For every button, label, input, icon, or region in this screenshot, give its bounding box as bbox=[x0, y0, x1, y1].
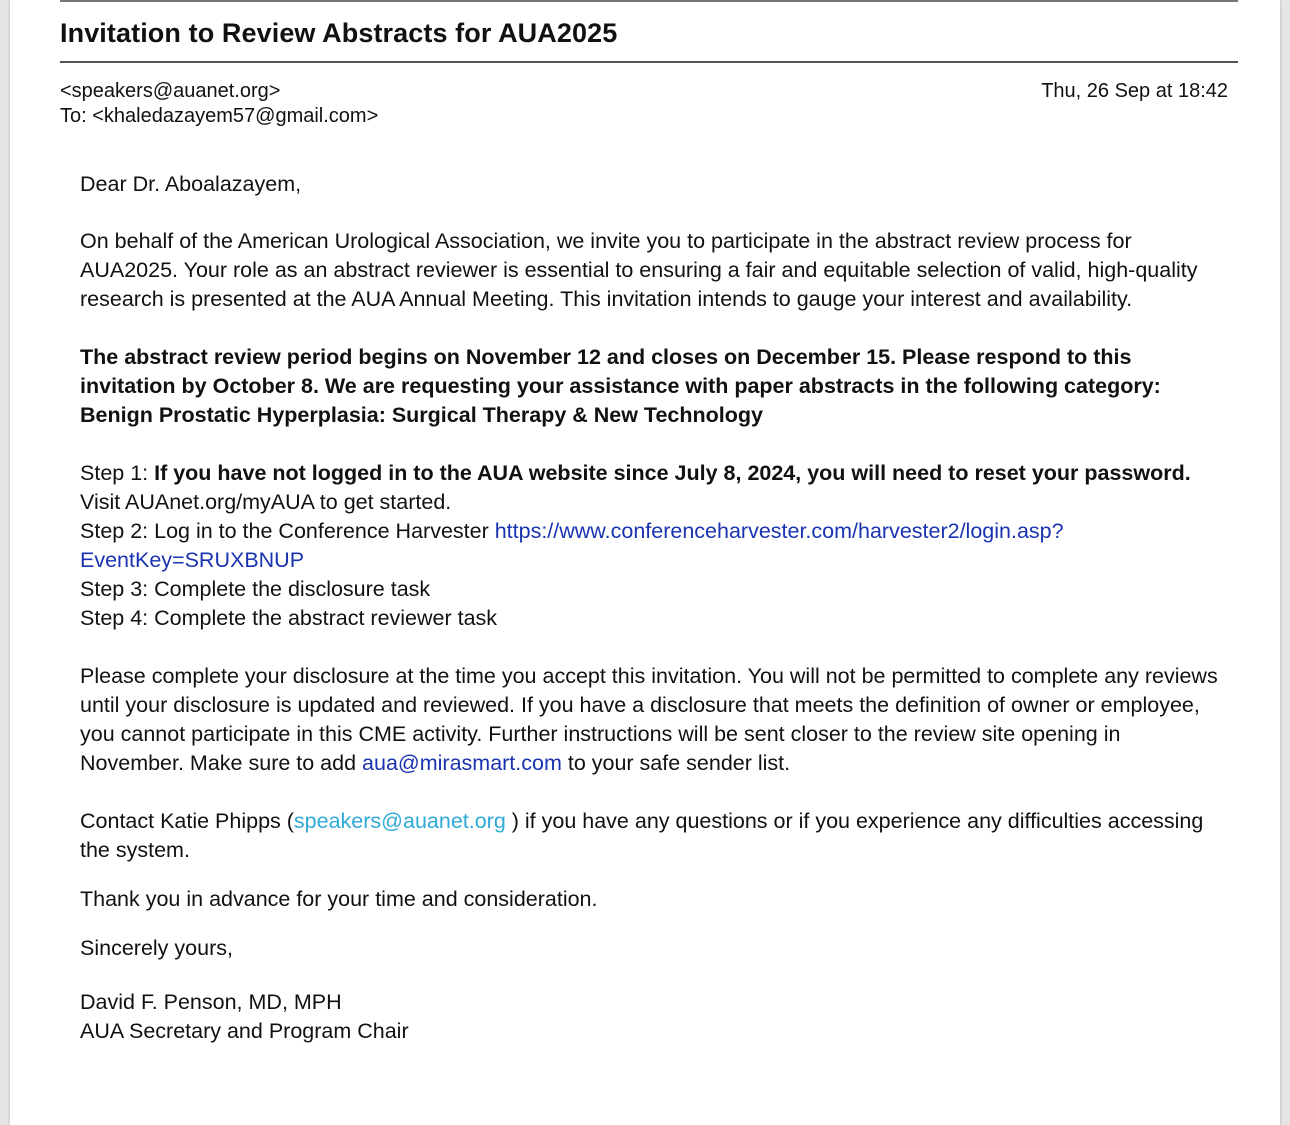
email-body bbox=[80, 170, 1220, 1046]
step-1: Step 1: If you have not logged in to the AUA website since July 8, 2024, you will need to reset your password. Visit AUAnet.org/myAUA to get started. bbox=[80, 461, 1191, 514]
step-2: Step 2: Log in to the Conference Harvester https://www.conferenceharvester.com/harvester2/login.asp?EventKey=SRUXBNUP bbox=[80, 519, 1064, 572]
thanks-line: Thank you in advance for your time and consideration. bbox=[80, 887, 598, 911]
closing-line: Sincerely yours, bbox=[80, 936, 233, 960]
greeting: Dear Dr. Aboalazayem, bbox=[80, 172, 302, 196]
speakers-email-link[interactable]: speakers@auanet.org bbox=[293, 809, 506, 833]
intro-paragraph: On behalf of the American Urological Association, we invite you to participate in the abstract review process for AUA2025. Your role as an abstract reviewer is essential to ensuring a fair and equitable selection of valid, high-quality research is presented at the AUA Annual Meeting. This invitation intends to gauge your interest and availability. bbox=[80, 229, 1198, 311]
sent-date: Thu, 26 Sep at 18:42 bbox=[1041, 80, 1228, 102]
review-period-paragraph: The abstract review period begins on November 12 and closes on December 15. Please respond to this invitation by October 8. We are requesting your assistance with paper abstracts in the following category: Benign Prostatic Hyperplasia: Surgical Therapy & New Technology bbox=[80, 345, 1161, 427]
contact-paragraph: Contact Katie Phipps (speakers@auanet.org ) if you have any questions or if you experience any difficulties accessing the system. bbox=[80, 809, 1204, 862]
disclosure-paragraph: Please complete your disclosure at the time you accept this invitation. You will not be permitted to complete any reviews until your disclosure is updated and reviewed. If you have a disclosure that meets the definition of owner or employee, you cannot participate in this CME activity. Further instructions will be sent closer to the review site opening in November. Make sure to add aua@mirasmart.com to your safe sender list. bbox=[80, 664, 1218, 775]
top-divider bbox=[60, 0, 1238, 2]
conference-harvester-link[interactable]: https://www.conferenceharvester.com/harvester2/login.asp?EventKey=SRUXBNUP bbox=[80, 519, 1064, 572]
recipient-line bbox=[60, 105, 378, 128]
steps-list bbox=[80, 459, 1220, 633]
mirasmart-email-link[interactable]: aua@mirasmart.com bbox=[362, 751, 562, 775]
signature-name: David F. Penson, MD, MPH bbox=[80, 990, 342, 1014]
email-page bbox=[10, 0, 1280, 1125]
step-1-emphasis: If you have not logged in to the AUA website since July 8, 2024, you will need to reset your password. bbox=[154, 461, 1191, 485]
email-subject: Invitation to Review Abstracts for AUA2025 bbox=[60, 18, 618, 48]
recipient-label: To: bbox=[60, 105, 87, 127]
sender-address[interactable]: <speakers@auanet.org> bbox=[60, 80, 281, 102]
signature-title: AUA Secretary and Program Chair bbox=[80, 1019, 409, 1043]
header-divider bbox=[60, 61, 1238, 63]
step-4: Step 4: Complete the abstract reviewer task bbox=[80, 606, 498, 630]
recipient-address[interactable]: <khaledazayem57@gmail.com> bbox=[92, 105, 379, 127]
step-3: Step 3: Complete the disclosure task bbox=[80, 577, 431, 601]
